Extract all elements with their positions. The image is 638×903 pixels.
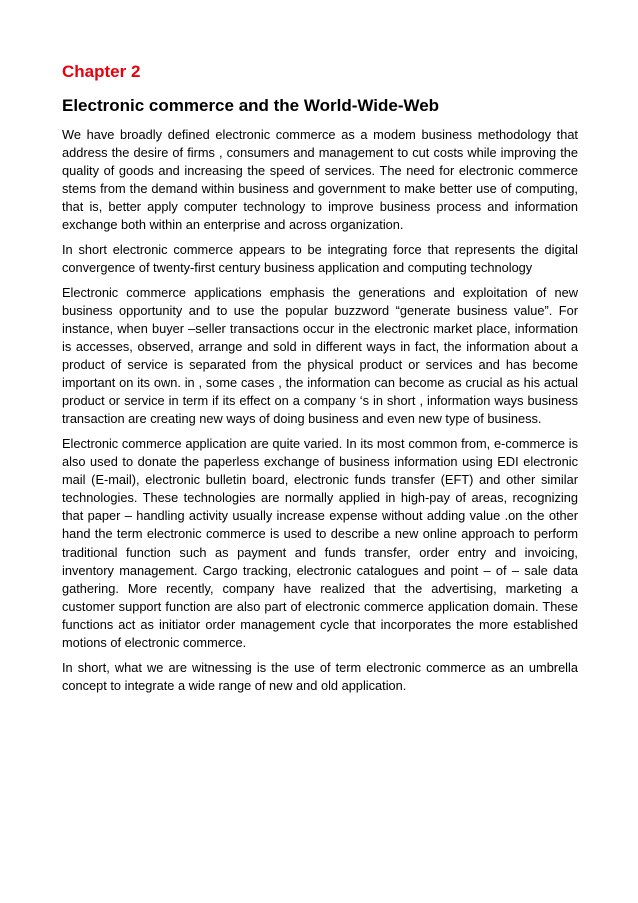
paragraph: In short, what we are witnessing is the use of term electronic commerce as an umbrella concept to integrate a wide range of new and old application.	[62, 659, 578, 693]
paragraph: In short electronic commerce appears to be integrating force that represents the digital convergence of twenty-first century business application and computing technology	[62, 242, 578, 276]
chapter-label: Chapter 2	[62, 62, 141, 81]
paragraph: Electronic commerce application are quite varied. In its most common from, e-commerce is also used to donate the paperless exchange of business information using EDI electronic mail (E-mail), electronic bulletin board, electronic funds transfer (EFT) and other similar technologies. These technologies are normally applied in high-pay of areas, recognizing that paper – handling activity usually increase expense without adding value .on the other hand the term electronic commerce is used to describe a new online approach to perform traditional function such as payment and funds transfer, order entry and invoicing, inventory management. Cargo tracking, electronic catalogues and point – of – sale data gathering. More recently, company have realized that the advertising, marketing a customer support function are also part of electronic commerce application domain. These functions act as initiator order management cycle that incorporates the more established motions of electronic commerce.	[62, 436, 578, 651]
paragraph: We have broadly defined electronic commerce as a modem business methodology that address the desire of firms , consumers and management to cut costs while improving the quality of goods and increasing the speed of services. The need for electronic commerce stems from the demand within business and government to make better use of computing, that is, better apply computer technology to improve business process and information exchange both within an enterprise and across organization.	[62, 127, 578, 233]
page-content	[62, 60, 578, 701]
chapter-title: Electronic commerce and the World-Wide-Web	[62, 96, 440, 115]
paragraph: Electronic commerce applications emphasis the generations and exploitation of new business opportunity and to use the popular buzzword “generate business value”. For instance, when buyer –seller transactions occur in the electronic market place, information is accesses, observed, arrange and sold in different ways in fact, the information about a product of service is separated from the physical product or services and has become important on its own. in , some cases , the information can become as crucial as his actual product or service in term if its effect on a company ‘s in short , information ways business transaction are creating new ways of doing business and even new type of business.	[62, 284, 578, 427]
